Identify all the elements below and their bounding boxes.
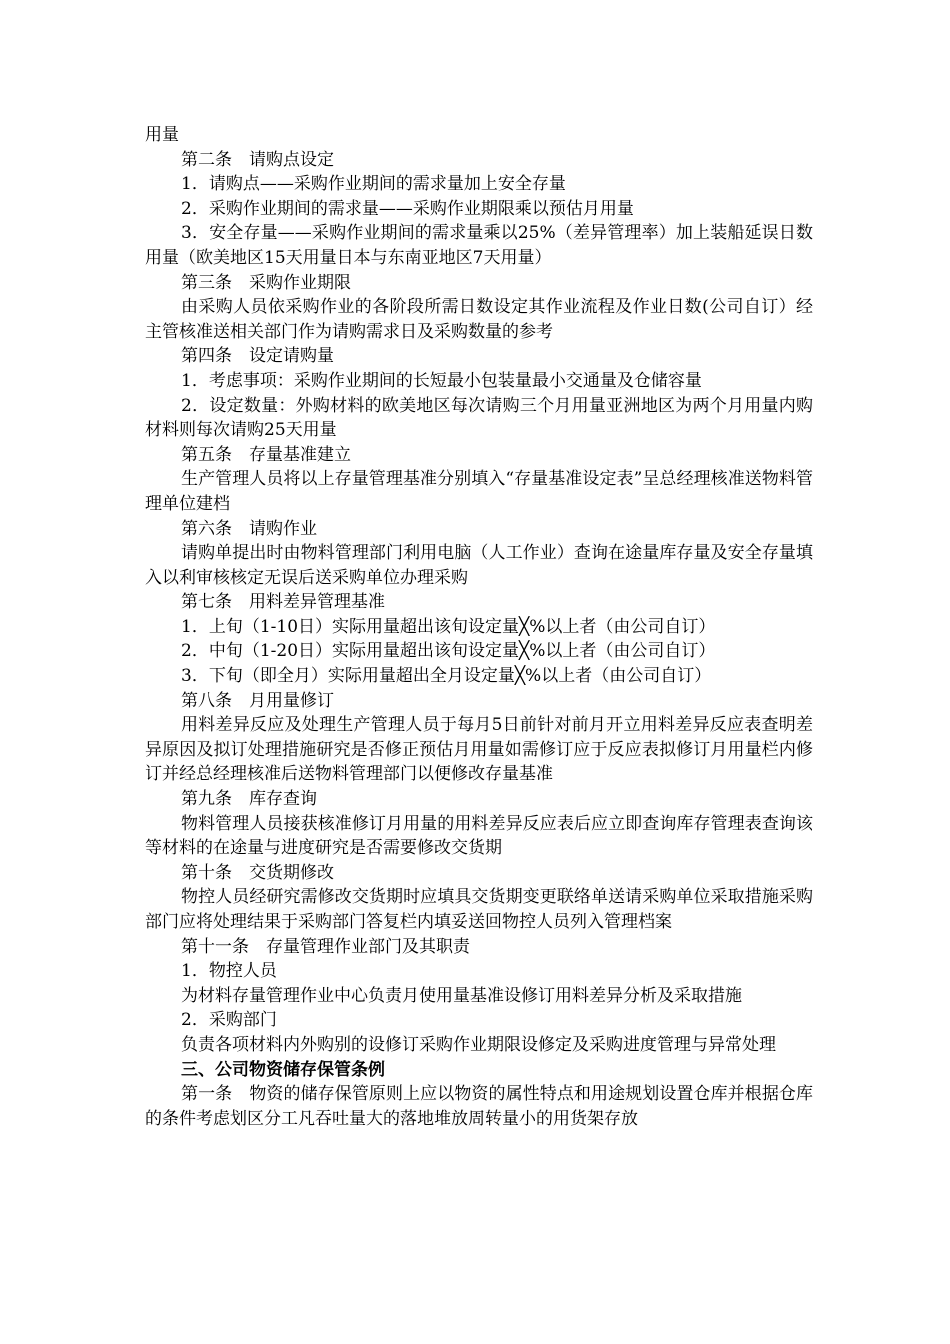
- paragraph-2: 1．请购点——采购作业期间的需求量加上安全存量: [181, 174, 566, 195]
- article-7-heading: 第七条 用料差异管理基准: [181, 592, 385, 613]
- paragraph-21: 物料管理人员接获核准修订月用量的用料差异反应表后应立即查询库存管理表查询该等材料的在途量与进度研究是否需要修改交货期: [145, 813, 813, 859]
- paragraph-15: 1．上旬（1-10日）实际用量超出该旬设定量╳%以上者（由公司自订）: [181, 616, 716, 637]
- paragraph-27: 2．采购部门: [181, 1010, 277, 1031]
- paragraph-6: 由采购人员依采购作业的各阶段所需日数设定其作业流程及作业日数(公司自订）经主管核准送相关部门作为请购需求日及采购数量的参考: [145, 297, 813, 342]
- article-9-heading: 第九条 库存查询: [181, 789, 317, 810]
- paragraph-11: 生产管理人员将以上存量管理基准分别填入“存量基准设定表”呈总经理核准送物料管理单位建档: [145, 469, 813, 514]
- paragraph-13: 请购单提出时由物料管理部门利用电脑（人工作业）查询在途量库存量及安全存量填入以利审核核定无误后送采购单位办理采购: [145, 543, 813, 588]
- paragraph-8: 1．考虑事项：采购作业期间的长短最小包装量最小交通量及仓储容量: [181, 370, 702, 391]
- article-4-heading: 第四条 设定请购量: [181, 346, 334, 367]
- paragraph-3: 2．采购作业期间的需求量——采购作业期限乘以预估月用量: [181, 198, 634, 219]
- paragraph-16: 2．中旬（1-20日）实际用量超出该旬设定量╳%以上者（由公司自订）: [181, 641, 716, 662]
- article-6-heading: 第六条 请购作业: [181, 518, 317, 539]
- paragraph-4: 3．安全存量——采购作业期间的需求量乘以25%（差异管理率）加上装船延误日数用量（欧美地区15天用量日本与东南亚地区7天用量）: [145, 223, 813, 268]
- paragraph-19: 用料差异反应及处理生产管理人员于每月5日前针对前月开立用料差异反应表查明差异原因及拟订处理措施研究是否修正预估月用量如需修订应于反应表拟修订月用量栏内修订并经总经理核准后送物料管理部门以便修改存量基准: [145, 715, 813, 785]
- article-3-heading: 第三条 采购作业期限: [181, 272, 351, 293]
- paragraph-25: 1．物控人员: [181, 961, 277, 982]
- article-5-heading: 第五条 存量基准建立: [181, 444, 351, 465]
- section-3-heading: 三、公司物资储存保管条例: [181, 1059, 385, 1080]
- article-10-heading: 第十条 交货期修改: [181, 862, 334, 883]
- document-page: [145, 123, 813, 1131]
- paragraph-26: 为材料存量管理作业中心负责月使用量基准设修订用料差异分析及采取措施: [181, 985, 742, 1006]
- article-2-heading: 第二条 请购点设定: [181, 149, 334, 170]
- paragraph-23: 物控人员经研究需修改交货期时应填具交货期变更联络单送请采购单位采取措施采购部门应将处理结果于采购部门答复栏内填妥送回物控人员列入管理档案: [145, 887, 813, 932]
- paragraph-30: 第一条 物资的储存保管原则上应以物资的属性特点和用途规划设置仓库并根据仓库的条件考虑划区分工凡吞吐量大的落地堆放周转量小的用货架存放: [145, 1084, 813, 1129]
- paragraph-28: 负责各项材料内外购别的设修订采购作业期限设修定及采购进度管理与异常处理: [181, 1034, 776, 1055]
- article-8-heading: 第八条 月用量修订: [181, 690, 334, 711]
- paragraph-9: 2．设定数量：外购材料的欧美地区每次请购三个月用量亚洲地区为两个月用量内购材料则每次请购25天用量: [145, 395, 813, 441]
- paragraph-17: 3．下旬（即全月）实际用量超出全月设定量╳%以上者（由公司自订）: [181, 666, 712, 687]
- article-11-heading: 第十一条 存量管理作业部门及其职责: [181, 936, 470, 957]
- paragraph-0: 用量: [145, 125, 179, 145]
